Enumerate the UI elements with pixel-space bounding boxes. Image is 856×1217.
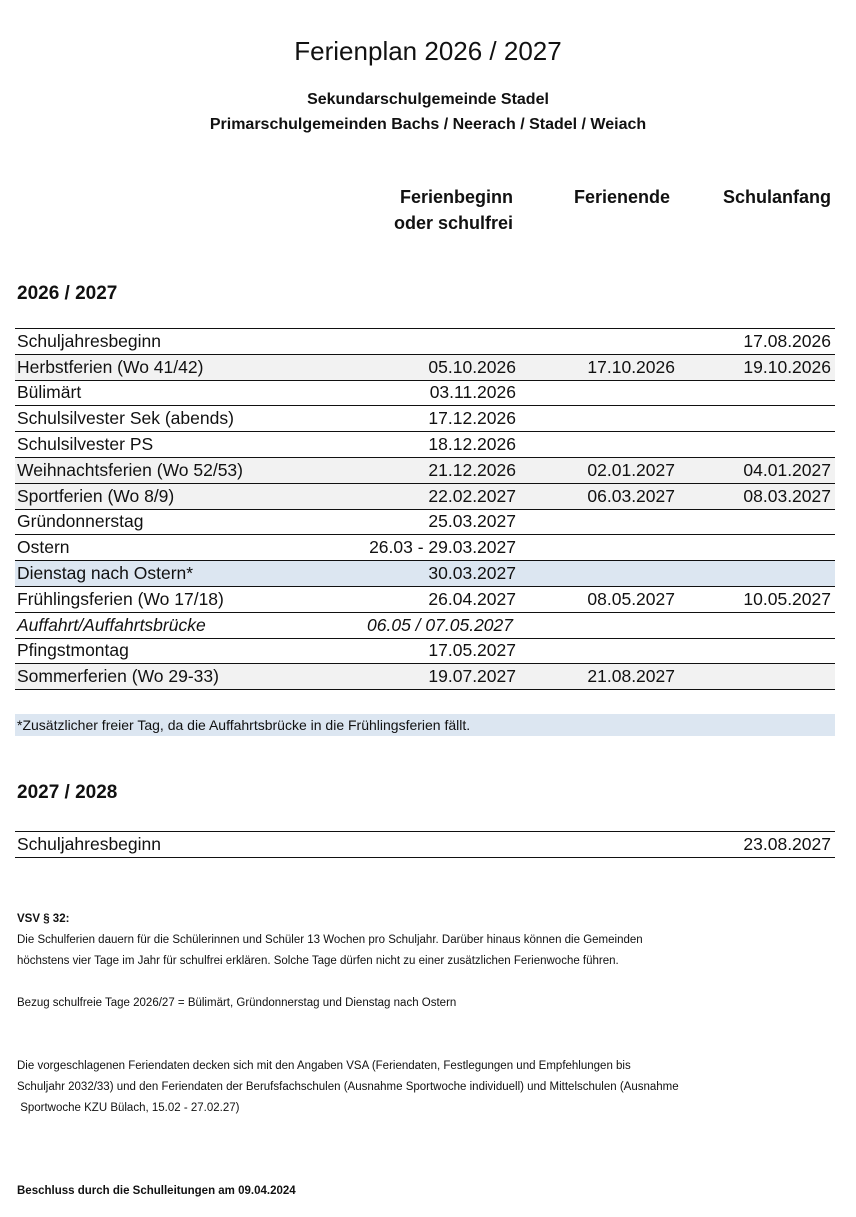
row-start: 18.12.2026 xyxy=(351,432,520,458)
row-label: Bülimärt xyxy=(15,380,351,406)
row-school: 19.10.2026 xyxy=(679,354,835,380)
row-end xyxy=(520,380,679,406)
decision-note: Beschluss durch die Schulleitungen am 09.04.2024 xyxy=(17,1185,296,1197)
table-row xyxy=(15,638,835,664)
row-start xyxy=(351,329,520,355)
row-school xyxy=(679,535,835,561)
row-label: Auffahrt/Auffahrtsbrücke xyxy=(15,612,351,638)
row-school xyxy=(679,432,835,458)
row-start: 03.11.2026 xyxy=(351,380,520,406)
row-start: 26.03 - 29.03.2027 xyxy=(351,535,520,561)
row-start: 17.12.2026 xyxy=(351,406,520,432)
row-end xyxy=(520,406,679,432)
holiday-table-2027 xyxy=(15,831,835,858)
row-start: 17.05.2027 xyxy=(351,638,520,664)
row-school: 17.08.2026 xyxy=(679,329,835,355)
row-label: Schuljahresbeginn xyxy=(15,832,351,858)
row-label: Sportferien (Wo 8/9) xyxy=(15,483,351,509)
row-end xyxy=(520,432,679,458)
table-row xyxy=(15,509,835,535)
row-school xyxy=(679,664,835,690)
row-end: 06.03.2027 xyxy=(520,483,679,509)
legal-text-line2: höchstens vier Tage im Jahr für schulfrei erklären. Solche Tage dürfen nicht zu einer zusätzlichen Ferienwoche führen. xyxy=(17,955,619,967)
legal-text-line1: Die Schulferien dauern für die Schülerinnen und Schüler 13 Wochen pro Schuljahr. Darüber hinaus können die Gemeinden xyxy=(17,934,643,946)
row-school: 23.08.2027 xyxy=(676,832,835,858)
section-heading-2026: 2026 / 2027 xyxy=(17,283,118,304)
table-row xyxy=(15,586,835,612)
row-start: 26.04.2027 xyxy=(351,586,520,612)
table-row xyxy=(15,612,835,638)
subtitle-sek: Sekundarschulgemeinde Stadel xyxy=(307,91,549,108)
column-header-start xyxy=(380,184,513,236)
row-end xyxy=(520,561,679,587)
table-row xyxy=(15,483,835,509)
table-row xyxy=(15,561,835,587)
row-end: 21.08.2027 xyxy=(520,664,679,690)
footnote: *Zusätzlicher freier Tag, da die Auffahrtsbrücke in die Frühlingsferien fällt. xyxy=(15,714,835,736)
row-label: Sommerferien (Wo 29-33) xyxy=(15,664,351,690)
column-header-start-line2: oder schulfrei xyxy=(393,213,513,233)
row-end: 08.05.2027 xyxy=(520,586,679,612)
row-label: Frühlingsferien (Wo 17/18) xyxy=(15,586,351,612)
row-school xyxy=(679,638,835,664)
table-row xyxy=(15,354,835,380)
row-start: 19.07.2027 xyxy=(351,664,520,690)
table-row xyxy=(15,535,835,561)
row-label: Herbstferien (Wo 41/42) xyxy=(15,354,351,380)
row-label: Pfingstmontag xyxy=(15,638,351,664)
table-row xyxy=(15,380,835,406)
row-school: 08.03.2027 xyxy=(679,483,835,509)
section-heading-2027: 2027 / 2028 xyxy=(17,782,118,803)
row-start xyxy=(351,832,517,858)
row-school xyxy=(679,380,835,406)
row-start: 25.03.2027 xyxy=(351,509,520,535)
row-label: Ostern xyxy=(15,535,351,561)
legal-heading: VSV § 32: xyxy=(17,913,70,925)
row-end xyxy=(520,329,679,355)
row-label: Schuljahresbeginn xyxy=(15,329,351,355)
row-end xyxy=(520,612,679,638)
column-header-end: Ferienende xyxy=(573,187,670,207)
row-start: 05.10.2026 xyxy=(351,354,520,380)
row-label: Dienstag nach Ostern* xyxy=(15,561,351,587)
holiday-table-2026 xyxy=(15,328,835,690)
column-header-start-line1: Ferienbeginn xyxy=(399,187,513,207)
table-row xyxy=(15,664,835,690)
table-row xyxy=(15,432,835,458)
row-school xyxy=(679,509,835,535)
column-header-school: Schulanfang xyxy=(722,187,831,207)
row-end: 17.10.2026 xyxy=(520,354,679,380)
row-end xyxy=(517,832,676,858)
row-label: Schulsilvester Sek (abends) xyxy=(15,406,351,432)
row-start: 22.02.2027 xyxy=(351,483,520,509)
row-end xyxy=(520,509,679,535)
row-label: Gründonnerstag xyxy=(15,509,351,535)
row-start: 21.12.2026 xyxy=(351,457,520,483)
table-row xyxy=(15,406,835,432)
vsa-text-line1: Die vorgeschlagenen Feriendaten decken sich mit den Angaben VSA (Feriendaten, Festlegungen und Empfehlungen bis xyxy=(17,1060,631,1072)
legal-bezug: Bezug schulfreie Tage 2026/27 = Bülimärt, Gründonnerstag und Dienstag nach Ostern xyxy=(17,997,457,1009)
row-school xyxy=(679,612,835,638)
page-title: Ferienplan 2026 / 2027 xyxy=(294,36,562,66)
row-start: 30.03.2027 xyxy=(351,561,520,587)
row-school xyxy=(679,561,835,587)
row-label: Weihnachtsferien (Wo 52/53) xyxy=(15,457,351,483)
row-school: 10.05.2027 xyxy=(679,586,835,612)
row-start: 06.05 / 07.05.2027 xyxy=(351,612,520,638)
row-end: 02.01.2027 xyxy=(520,457,679,483)
row-end xyxy=(520,535,679,561)
row-end xyxy=(520,638,679,664)
row-school: 04.01.2027 xyxy=(679,457,835,483)
vsa-text-line2: Schuljahr 2032/33) und den Feriendaten der Berufsfachschulen (Ausnahme Sportwoche individuell) und Mittelschulen (Ausnahme xyxy=(17,1081,679,1093)
table-row xyxy=(15,457,835,483)
table-row xyxy=(15,832,835,858)
subtitle-primar: Primarschulgemeinden Bachs / Neerach / Stadel / Weiach xyxy=(209,116,647,133)
row-school xyxy=(679,406,835,432)
vsa-text-line3: Sportwoche KZU Bülach, 15.02 - 27.02.27) xyxy=(17,1102,240,1114)
table-row xyxy=(15,329,835,355)
row-label: Schulsilvester PS xyxy=(15,432,351,458)
